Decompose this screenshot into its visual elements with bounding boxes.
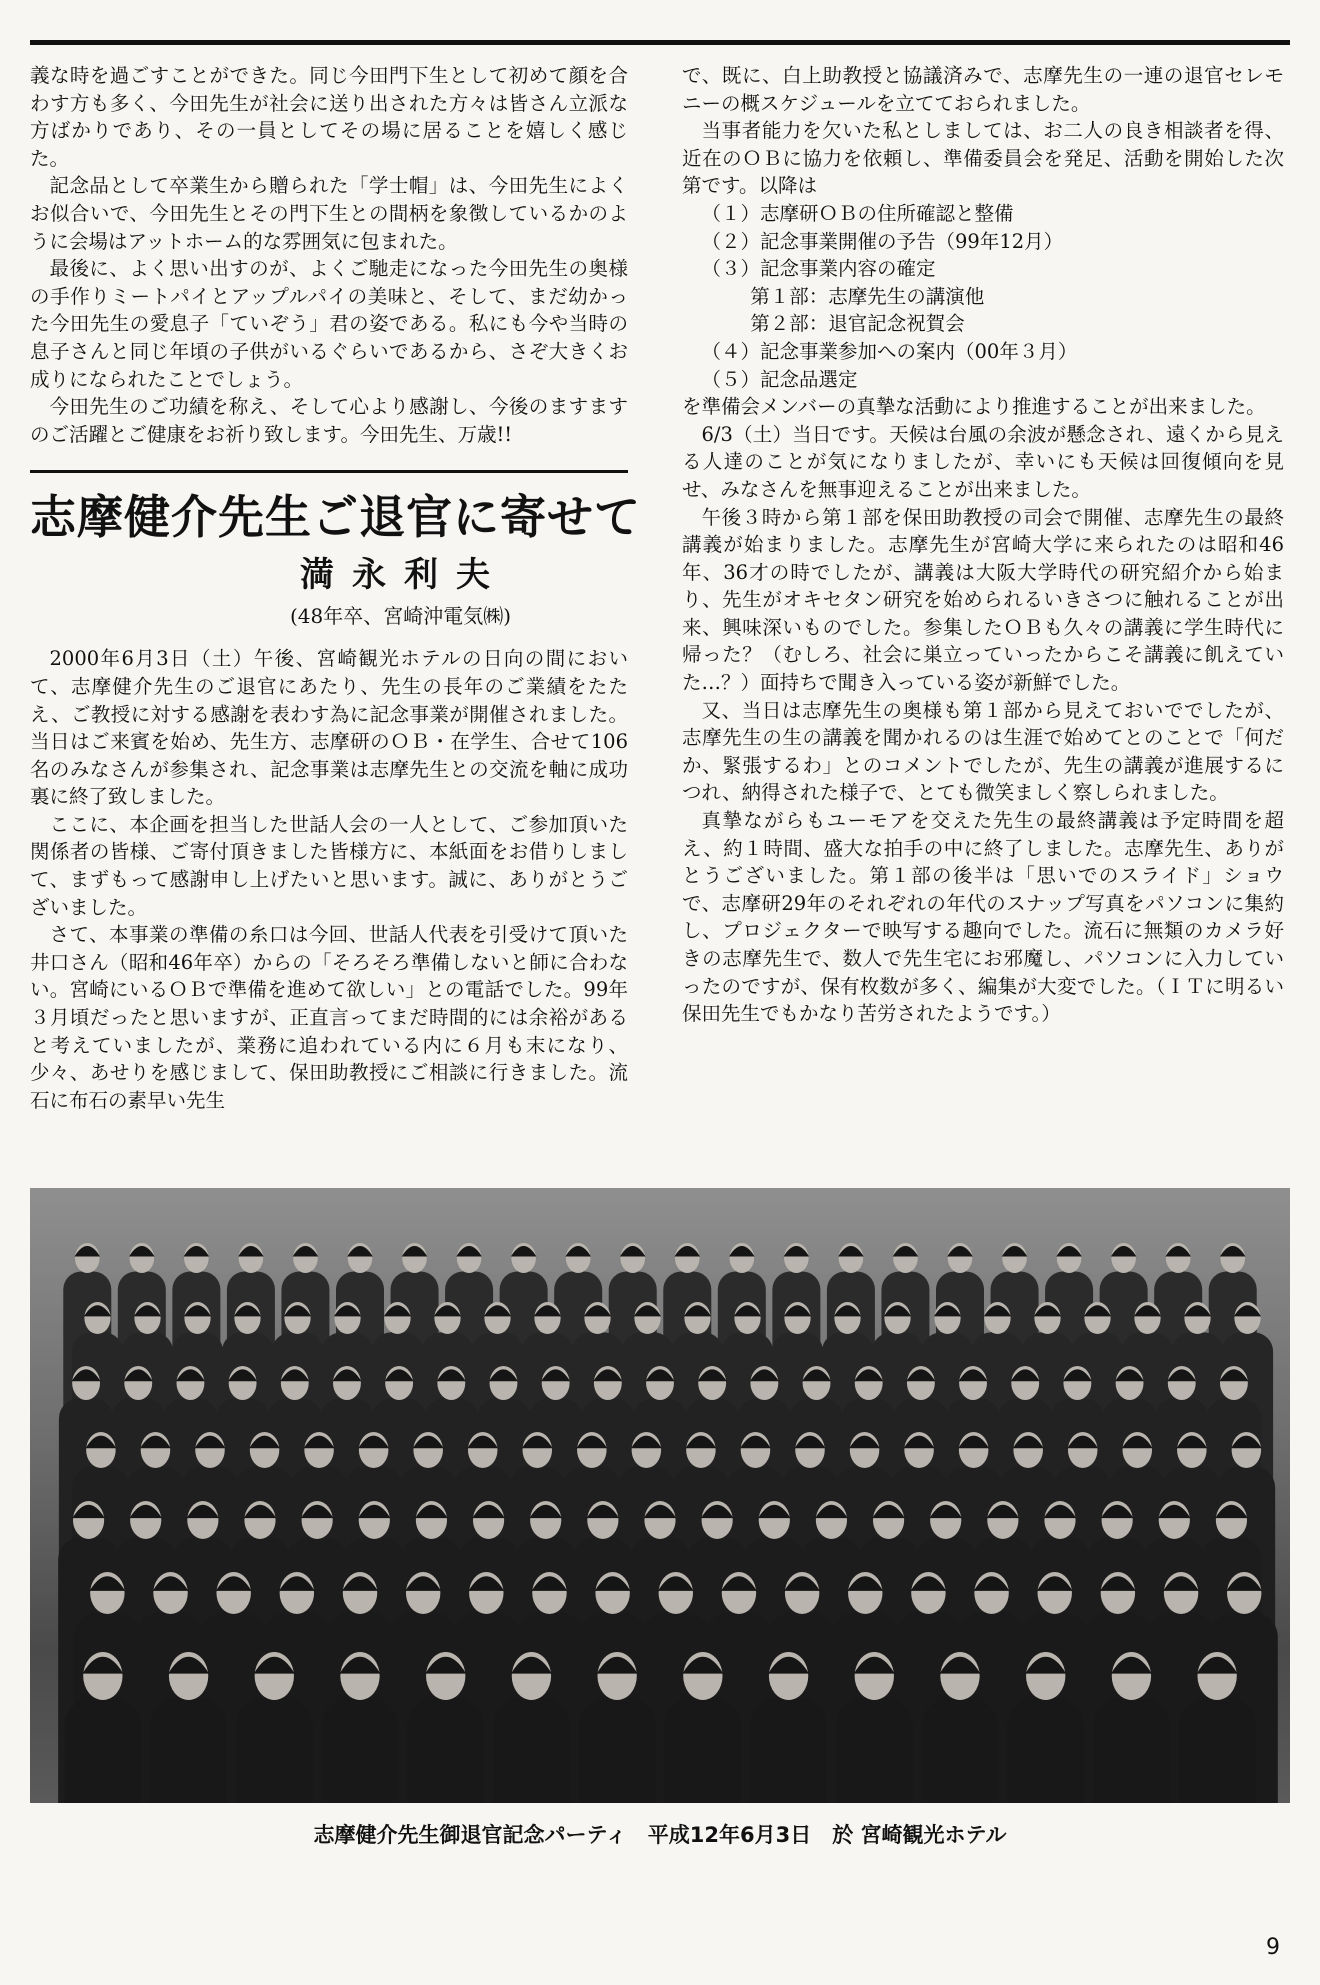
person-body [750, 1698, 827, 1803]
paragraph: 記念品として卒業生から贈られた「学士帽」は、今田先生によくお似合いで、今田先生とその門下生との間柄を象徴しているかのように会場はアットホーム的な雰囲気に包まれた。 [30, 174, 628, 253]
paragraph: 午後３時から第１部を保田助教授の司会で開催、志摩先生の最終講義が始まりました。志摩先生が宮崎大学に来られたのは昭和46年、36才の時でしたが、講義は大阪大学時代の研究紹介から始まり、先生がオキセタン研究を始められるいきさつに触れることが出来、興味深いものでした。参集したＯＢも久々の講義に学生時代に帰った？（むしろ、社会に巣立っていったからこそ講義に飢えていた…？）面持ちで聞き入っている姿が新鮮でした。 [682, 505, 1284, 695]
person-body [664, 1698, 741, 1803]
author-affiliation: (48年卒、宮崎沖電気㈱) [290, 604, 512, 629]
person-hair [75, 1246, 101, 1257]
person-hair [838, 1246, 864, 1257]
list-item: （１）志摩研ＯＢの住所確認と整備 [701, 201, 1014, 225]
list-item: （３）記念事業内容の確定 [701, 257, 936, 281]
person-hair [129, 1246, 155, 1257]
list-item: （４）記念事業参加への案内（00年３月） [701, 339, 1078, 363]
paragraph: 義な時を過ごすことができた。同じ今田門下生として初めて顔を合わす方も多く、今田先生が社会に送り出された方々は皆さん立派な方ばかりであり、その一員としてその場に居ることを嬉しく感じた。 [30, 64, 628, 170]
person-hair [1111, 1246, 1137, 1257]
person-body [493, 1698, 570, 1803]
person-body [1179, 1698, 1256, 1803]
person-body [836, 1698, 913, 1803]
person-hair [347, 1246, 373, 1257]
person-hair [511, 1246, 537, 1257]
page-number: 9 [1266, 1935, 1280, 1960]
paragraph: ここに、本企画を担当した世話人会の一人として、ご参加頂いた関係者の皆様、ご寄付頂きました皆様方に、本紙面をお借りしまして、まずもって感謝申し上げたいと思います。誠に、ありがとうございました。 [30, 812, 628, 919]
person-body [64, 1698, 141, 1803]
person-hair [402, 1246, 428, 1257]
person-hair [947, 1246, 973, 1257]
header-rule [30, 40, 1290, 45]
paragraph: 今田先生のご功績を称え、そして心より感謝し、今後のますますのご活躍とご健康をお祈り致します。今田先生、万歳!! [30, 395, 628, 446]
person-hair [729, 1246, 755, 1257]
paragraph: で、既に、白上助教授と協議済みで、志摩先生の一連の退官セレモニーの概スケジュールを立てておられました。 [682, 64, 1284, 115]
list-item: （５）記念品選定 [701, 367, 858, 391]
person-hair [1002, 1246, 1027, 1257]
paragraph: 6/3（土）当日です。天候は台風の余波が懸念され、遠くから見える人達のことが気になりましたが、幸いにも天候は回復傾向を見せ、みなさんを無事迎えることが出来ました。 [682, 422, 1284, 501]
person-hair [675, 1246, 701, 1257]
person-hair [1056, 1246, 1082, 1257]
person-body [1093, 1698, 1170, 1803]
person-hair [1220, 1246, 1246, 1257]
paragraph: さて、本事業の準備の糸口は今回、世話人代表を引受けて頂いた井口さん（昭和46年卒）からの「そろそろ準備しないと師に合わない。宮崎にいるＯＢで準備を進めて欲しい」との電話でした。99年３月頃だったと思いますが、正直言ってまだ時間的には余裕があると考えていましたが、業務に追われている内に６月も末になり、少々、あせりを感じまして、保田助教授にご相談に行きました。流石に布石の素早い先生 [30, 923, 628, 1112]
photo-caption: 志摩健介先生御退官記念パーティ 平成12年6月3日 於 宮崎観光ホテル [313, 1823, 1007, 1847]
person-hair [565, 1246, 591, 1257]
person-hair [893, 1246, 919, 1257]
paragraph: を準備会メンバーの真摯な活動により推進することが出来ました。 [682, 395, 1266, 419]
person-body [322, 1698, 399, 1803]
person-hair [184, 1246, 210, 1257]
paragraph: 当事者能力を欠いた私としましては、お二人の良き相談者を得、近在のＯＢに協力を依頼し、準備委員会を発足、活動を開始した次第です。以降は [682, 119, 1284, 198]
right-column [682, 62, 1284, 1028]
paragraph: 2000年6月3日（土）午後、宮崎観光ホテルの日向の間において、志摩健介先生のご退官にあたり、先生の長年のご業績をたたえ、ご教授に対する感謝を表わす為に記念事業が開催されました。当日はご来賓を始め、先生方、志摩研のＯＢ・在学生、合せて106名のみなさんが参集され、記念事業は志摩先生との交流を軸に成功裏に終了致しました。 [30, 647, 628, 809]
person-hair [293, 1246, 319, 1257]
list-subitem: 第１部：志摩先生の講演他 [750, 284, 985, 308]
paragraph: 又、当日は志摩先生の奥様も第１部から見えておいででしたが、志摩先生の生の講義を聞かれるのは生涯で始めてとのことで「何だか、緊張するわ」とのコメントでしたが、先生の講義が進展するにつれ、納得された様子で、とても微笑ましく察しられました。 [682, 698, 1284, 805]
author-name: 満永利夫 [300, 555, 508, 596]
person-hair [1165, 1246, 1191, 1257]
paragraph: 真摯ながらもユーモアを交えた先生の最終講義は予定時間を超え、約１時間、盛大な拍手の中に終了しました。志摩先生、ありがとうございました。第１部の後半は「思いでのスライド」ショウで、志摩研29年のそれぞれの年代のスナップ写真をパソコンに集約し、プロジェクターで映写する趣向でした。流石に無類のカメラ好きの志摩先生で、数人で先生宅にお邪魔し、パソコンに入力していったのですが、保有枚数が多く、編集が大変でした。（ＩＴに明るい保田先生でもかなり苦労されたようです。） [682, 809, 1284, 1026]
person-hair [784, 1246, 810, 1257]
person-body [1007, 1698, 1084, 1803]
person-body [579, 1698, 656, 1803]
person-hair [456, 1246, 482, 1257]
person-body [150, 1698, 227, 1803]
list-item: （２）記念事業開催の予告（99年12月） [701, 229, 1064, 253]
person-hair [620, 1246, 646, 1257]
person-hair [238, 1246, 264, 1257]
paragraph: 最後に、よく思い出すのが、よくご馳走になった今田先生の奥様の手作りミートパイとアップルパイの美味と、そして、まだ幼かった今田先生の愛息子「ていぞう」君の姿である。私にも今や当時の息子さんと同じ年頃の子供がいるぐらいであるから、さぞ大きくお成りになられたことでしょう。 [30, 257, 628, 391]
person-body [922, 1698, 999, 1803]
group-photo [30, 1188, 1290, 1803]
list-subitem: 第２部：退官記念祝賀会 [750, 312, 965, 336]
person-body [236, 1698, 313, 1803]
section-divider [30, 470, 628, 473]
left-column [30, 62, 641, 1114]
article-title: 志摩健介先生ご退官に寄せて [30, 490, 641, 545]
group-photo-illustration [30, 1188, 1290, 1803]
person-body [407, 1698, 484, 1803]
